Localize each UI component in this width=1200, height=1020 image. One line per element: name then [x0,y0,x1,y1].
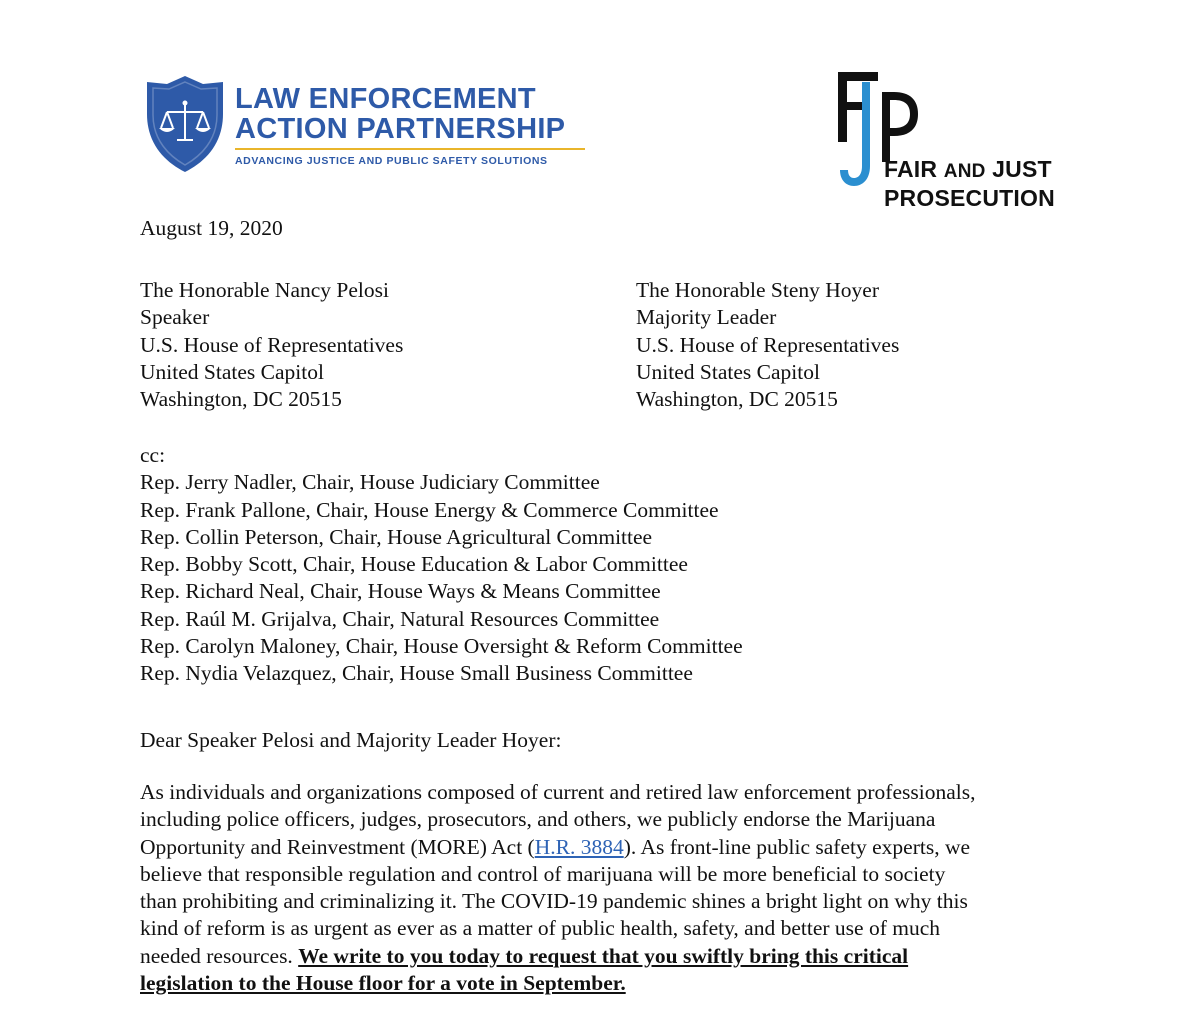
cc-item: Rep. Collin Peterson, Chair, House Agricultural Committee [140,524,653,549]
paragraph-line [140,970,975,997]
leap-logo [143,74,588,174]
paragraph-text: ). As front-line public safety experts, we [623,834,971,859]
cc-item: Rep. Nydia Velazquez, Chair, House Small Business Committee [140,661,693,686]
fjp-just: JUST [992,156,1052,182]
cc-list [140,442,743,688]
paragraph-line: than prohibiting and criminalizing it. The COVID-19 pandemic shines a bright light on why this [140,889,968,914]
address-line: Washington, DC 20515 [636,387,838,412]
leap-tagline: ADVANCING JUSTICE AND PUBLIC SAFETY SOLUTIONS [235,155,548,167]
police-badge-scales-icon [143,74,227,174]
paragraph-line: including police officers, judges, prosecutors, and others, we publicly endorse the Marijuana [140,807,936,832]
leap-name-line2: ACTION PARTNERSHIP [235,113,566,145]
fjp-fair: FAIR [884,156,938,182]
recipient-right [636,277,899,413]
paragraph-text: Opportunity and Reinvestment (MORE) Act ( [140,834,535,859]
bill-link[interactable]: H.R. 3884 [534,834,624,859]
address-line: Majority Leader [636,305,777,330]
address-line: United States Capitol [140,359,324,384]
cc-item: Rep. Carolyn Maloney, Chair, House Oversight & Reform Committee [140,634,743,659]
paragraph-line [140,943,975,970]
cc-item: Rep. Bobby Scott, Chair, House Education & Labor Committee [140,552,688,577]
address-line: Speaker [140,305,210,330]
paragraph-line [140,834,975,861]
paragraph-text: needed resources. [140,943,299,968]
paragraph-line: believe that responsible regulation and control of marijuana will be more beneficial to society [140,861,946,886]
request-emphasis: legislation to the House floor for a vote in September. [140,971,626,996]
paragraph-line: kind of reform is as urgent as ever as a matter of public health, safety, and better use of much [140,916,941,941]
cc-label: cc: [140,443,166,467]
request-emphasis: We write to you today to request that you swiftly bring this critical [298,943,909,968]
fjp-name-line2: PROSECUTION [884,185,1055,211]
body-paragraph [140,779,975,997]
cc-item: Rep. Raúl M. Grijalva, Chair, Natural Resources Committee [140,606,660,631]
salutation: Dear Speaker Pelosi and Majority Leader Hoyer: [140,728,562,752]
address-line: U.S. House of Representatives [636,332,900,357]
recipient-left [140,277,403,413]
address-line: The Honorable Steny Hoyer [636,278,879,302]
leap-divider [235,148,585,150]
address-line: The Honorable Nancy Pelosi [140,278,389,302]
fjp-logo [836,70,1066,210]
leap-name [235,84,565,144]
letter-date: August 19, 2020 [140,216,283,240]
address-line: United States Capitol [636,359,820,384]
cc-item: Rep. Jerry Nadler, Chair, House Judiciary Committee [140,470,600,495]
cc-item: Rep. Frank Pallone, Chair, House Energy & Commerce Committee [140,497,719,522]
address-line: U.S. House of Representatives [140,332,404,357]
fjp-and: AND [943,161,986,182]
paragraph-line: As individuals and organizations composed of current and retired law enforcement professionals, [140,780,976,804]
cc-item: Rep. Richard Neal, Chair, House Ways & Means Committee [140,579,661,604]
fjp-name-line1 [884,156,1055,185]
fjp-name [884,156,1055,211]
address-line: Washington, DC 20515 [140,387,342,412]
leap-name-line1: LAW ENFORCEMENT [235,83,536,115]
